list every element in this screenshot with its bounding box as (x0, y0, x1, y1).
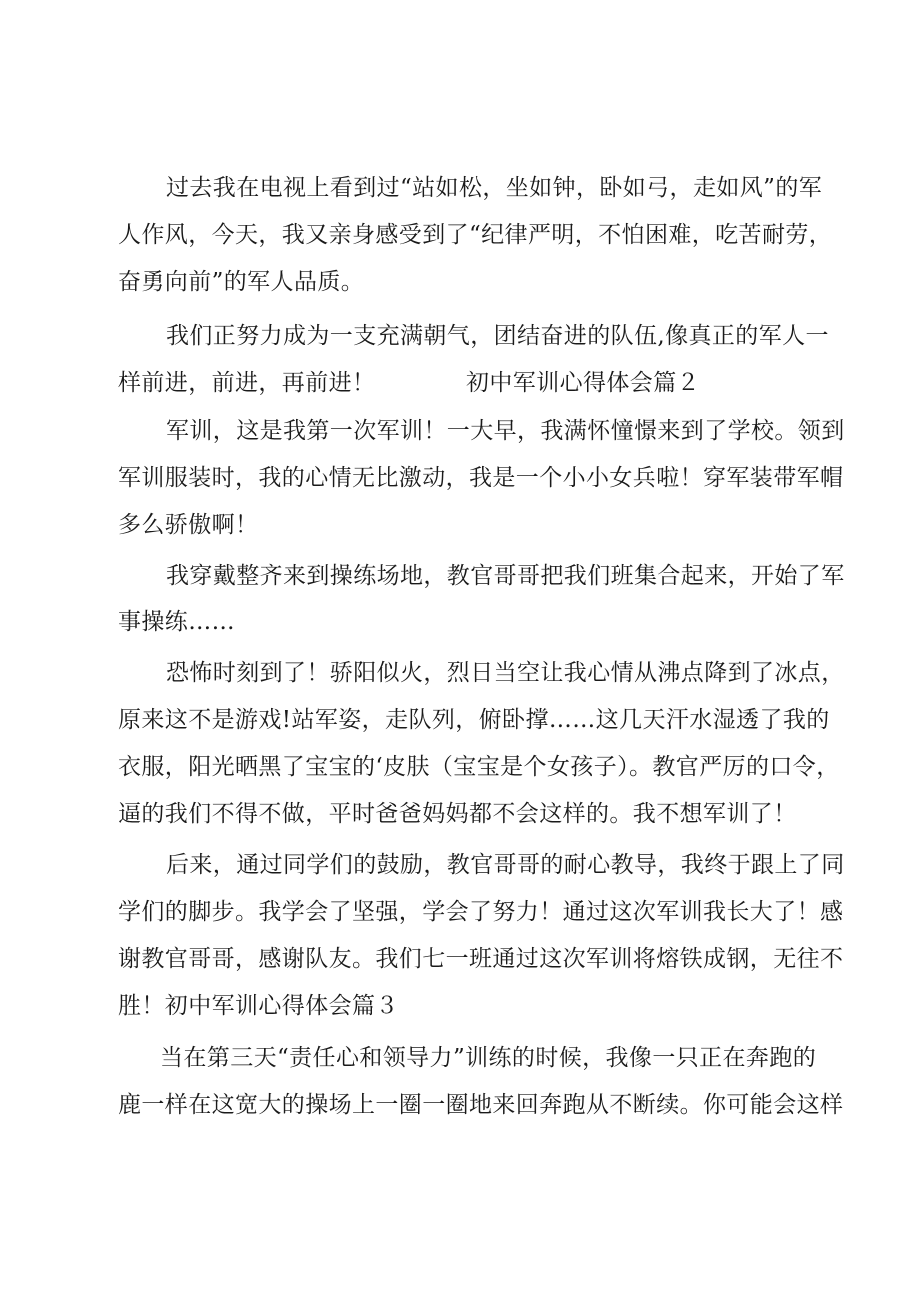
paragraph-7-line-1: 当在第三天“责任心和领导力”训练的时候，我像一只正在奔跑的 (160, 1045, 817, 1071)
paragraph-5-line-1: 恐怖时刻到了！骄阳似火，烈日当空让我心情从沸点降到了冰点， (166, 660, 845, 686)
paragraph-1-line-3: 奋勇向前”的军人品质。 (118, 269, 365, 295)
paragraph-3-line-2: 军训服装时，我的心情无比激动，我是一个小小女兵啦！穿军装带军帽 (118, 465, 844, 491)
paragraph-3-line-1: 军训，这是我第一次军训！一大早，我满怀憧憬来到了学校。领到 (166, 418, 845, 444)
section-heading-2: 初中军训心得体会篇２ (466, 370, 700, 396)
paragraph-5-line-3: 衣服，阳光晒黑了宝宝的‘皮肤（宝宝是个女孩子）。教官严厉的口令， (118, 754, 840, 780)
paragraph-6-line-1: 后来，通过同学们的鼓励，教官哥哥的耐心教导，我终于跟上了同 (166, 852, 845, 878)
paragraph-1-line-1: 过去我在电视上看到过“站如松，坐如钟，卧如弓，走如风”的军 (166, 175, 823, 201)
paragraph-3-line-3: 多么骄傲啊！ (118, 512, 259, 538)
paragraph-4-line-1: 我穿戴整齐来到操练场地，教官哥哥把我们班集合起来，开始了军 (166, 563, 845, 589)
paragraph-5-line-2: 原来这不是游戏!站军姿，走队列，俯卧撑……这几天汗水湿透了我的 (118, 707, 830, 733)
paragraph-6-line-2: 学们的脚步。我学会了坚强，学会了努力！通过这次军训我长大了！感 (118, 899, 844, 925)
paragraph-5-line-4: 逼的我们不得不做，平时爸爸妈妈都不会这样的。我不想军训了！ (118, 801, 797, 827)
paragraph-6-line-3: 谢教官哥哥，感谢队友。我们七一班通过这次军训将熔铁成钢，无往不 (118, 946, 844, 972)
paragraph-6-line-4: 胜！初中军训心得体会篇３ (118, 993, 399, 1019)
paragraph-2-line-2: 样前进，前进，再前进！ (118, 370, 376, 396)
paragraph-4-line-2: 事操练…… (118, 609, 235, 635)
paragraph-1-line-2: 人作风，今天，我又亲身感受到了“纪律严明，不怕困难，吃苦耐劳， (118, 222, 833, 248)
paragraph-2-line-1: 我们正努力成为一支充满朝气，团结奋进的队伍,像真正的军人一 (166, 323, 829, 349)
paragraph-7-line-2: 鹿一样在这宽大的操场上一圈一圈地来回奔跑从不断续。你可能会这样 (118, 1092, 844, 1118)
